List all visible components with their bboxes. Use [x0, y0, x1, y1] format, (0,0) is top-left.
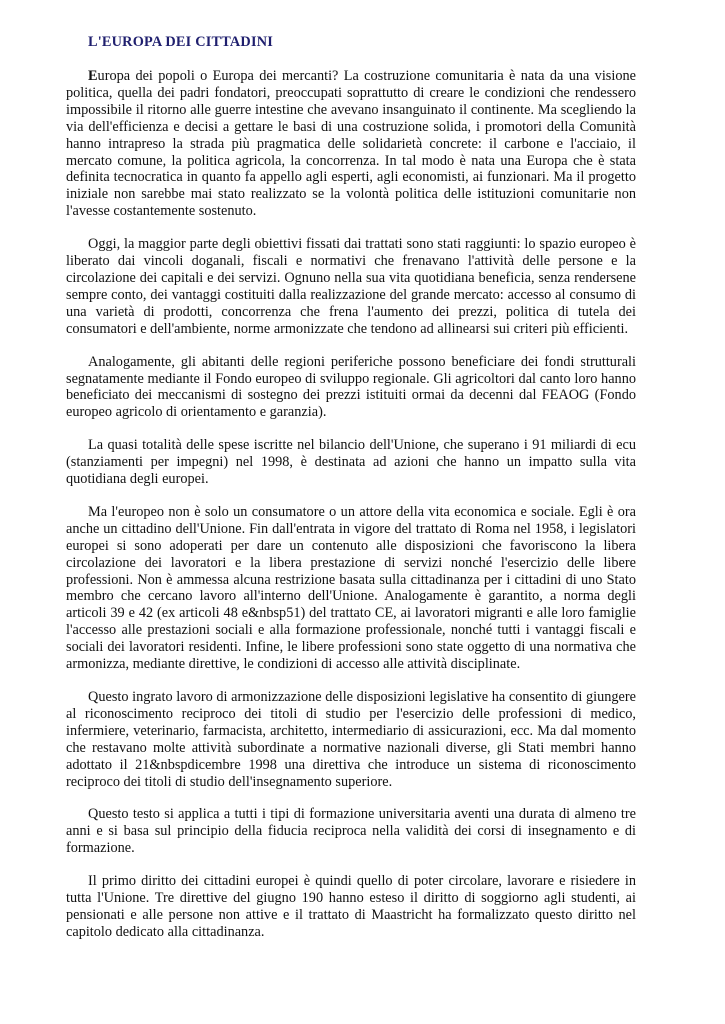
document-page [66, 28, 636, 941]
paragraph-8: Il primo diritto dei cittadini europei è quindi quello di poter circolare, lavorare e risiedere in tutta l'Unione. Tre direttive del giugno 190 hanno esteso il diritto di soggiorno agli studenti, ai pensionati e alle persone non attive e il trattato di Maastricht ha formalizzato questo diritto nel capitolo dedicato alla cittadinanza. [66, 873, 636, 940]
initial-letter: E [88, 68, 98, 84]
paragraph-6: Questo ingrato lavoro di armonizzazione delle disposizioni legislative ha consentito di giungere al riconoscimento reciproco dei titoli di studio per l'esercizio delle professioni di medico, infermiere, veterinario, farmacista, architetto, intermediario di assicurazioni, ecc. Ma dal momento che restavano molte attività subordinate a normative nazionali diverse, gli Stati membri hanno adottato il 21&nbspdicembre 1998 una direttiva che introduce un sistema di riconoscimento reciproco dei titoli di studio dell'insegnamento superiore. [66, 689, 636, 790]
paragraph-1-text: uropa dei popoli o Europa dei mercanti? La costruzione comunitaria è nata da una visione politica, quella dei padri fondatori, preoccupati soprattutto di creare le condizioni che rendessero impossibile il ritorno alle guerre intestine che avevano insanguinato il continente. Ma scegliendo la via dell'efficienza e decisi a gettare le basi di una costruzione solida, i promotori della Comunità hanno intrapreso la strada più pragmatica delle solidarietà concrete: il carbone e l'acciaio, il mercato comune, la politica agricola, la concorrenza. In tal modo è nata una Europa che è stata definita tecnocratica in quanto fa appello agli esperti, agli economisti, ai funzionari. Ma il progetto iniziale non sarebbe mai stato realizzato se la volontà politica delle istituzioni comunitarie non l'avesse costantemente sostenuto. [66, 68, 636, 220]
paragraph-1 [66, 68, 636, 220]
paragraph-5: Ma l'europeo non è solo un consumatore o un attore della vita economica e sociale. Egli è ora anche un cittadino dell'Unione. Fin dall'entrata in vigore del trattato di Roma nel 1958, i legislatori europei si sono adoperati per dare un contenuto alle disposizioni che favoriscono la libera circolazione dei lavoratori e la libera prestazione di servizi nonché l'esercizio delle libere professioni. Non è ammessa alcuna restrizione basata sulla cittadinanza per i cittadini di uno Stato membro che cercano lavoro all'interno dell'Unione. Analogamente è garantito, a norma degli articoli 39 e 42 (ex articoli 48 e&nbsp51) del trattato CE, ai lavoratori migranti e alle loro famiglie l'accesso alle prestazioni sociali e alla formazione professionale, nonché tutti i vantaggi fiscali e sociali dei lavoratori residenti. Infine, le libere professioni sono state oggetto di una normativa che armonizza, mediante direttive, le condizioni di accesso alle attività disciplinate. [66, 503, 636, 673]
document-title: L'EUROPA DEI CITTADINI [88, 34, 273, 50]
paragraph-4: La quasi totalità delle spese iscritte nel bilancio dell'Unione, che superano i 91 miliardi di ecu (stanziamenti per impegni) nel 1998, è destinata ad azioni che hanno un impatto sulla vita quotidiana degli europei. [66, 437, 636, 488]
paragraph-7: Questo testo si applica a tutti i tipi di formazione universitaria aventi una durata di almeno tre anni e si basa sul principio della fiducia reciproca nella validità dei corsi di insegnamento e di formazione. [66, 806, 636, 857]
paragraph-2: Oggi, la maggior parte degli obiettivi fissati dai trattati sono stati raggiunti: lo spazio europeo è liberato dai vincoli doganali, fiscali e normativi che frenavano l'attività delle persone e la circolazione dei capitali e dei servizi. Ognuno nella sua vita quotidiana beneficia, senza rendersene sempre conto, dei vantaggi costituiti dalla realizzazione del grande mercato: accesso al consumo di una varietà di prodotti, concorrenza che frena l'aumento dei prezzi, politica di tutela dei consumatori e dell'ambiente, norme armonizzate che tendono ad allinearsi sui criteri più efficienti. [66, 236, 636, 337]
paragraph-3: Analogamente, gli abitanti delle regioni periferiche possono beneficiare dei fondi strutturali segnatamente mediante il Fondo europeo di sviluppo regionale. Gli agricoltori dal canto loro hanno beneficiato dei meccanismi di sostegno dei prezzi istituiti ormai da decenni dal FEAOG (Fondo europeo agricolo di orientamento e garanzia). [66, 353, 636, 421]
